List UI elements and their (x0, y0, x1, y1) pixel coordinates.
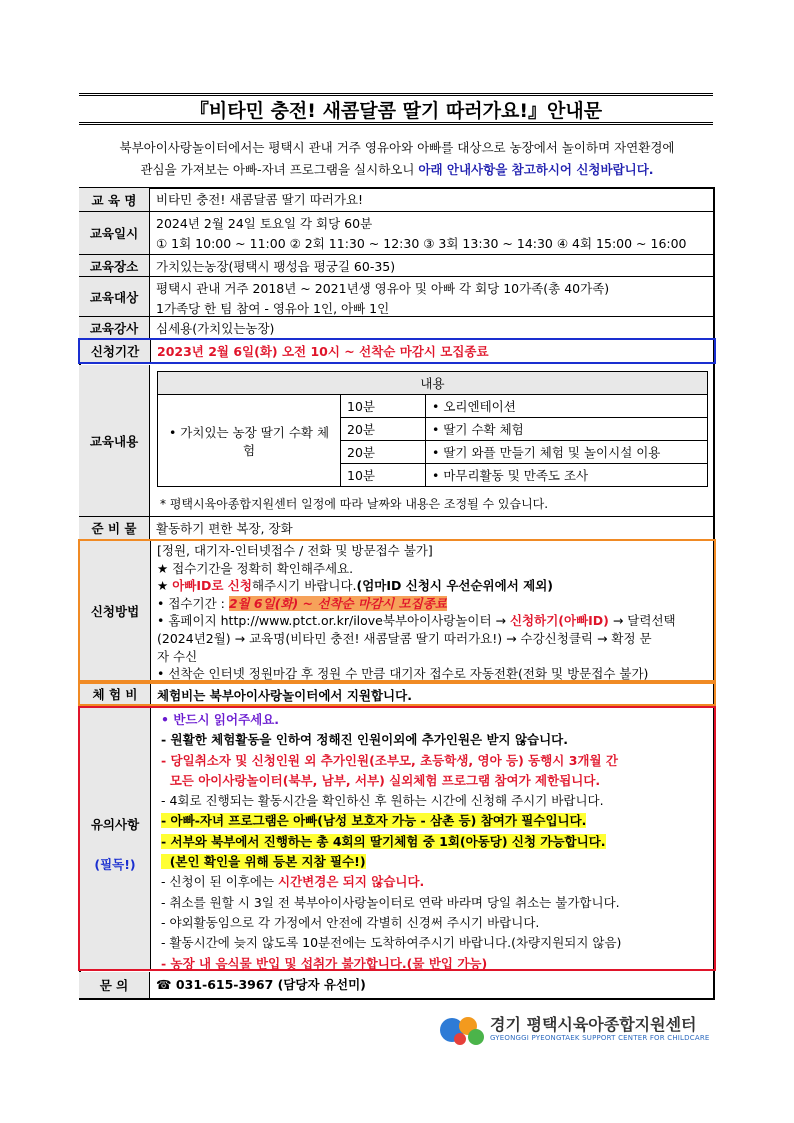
row-apply-method: 신청방법 [정원, 대기자-인터넷접수 / 전화 및 방문접수 불가] ★ 접수기간을 정확히 확인해주세요. ★ 아빠ID로 신청해주시기 바랍니다.(엄마ID 신청시 우선순위에서 제외) • 접수기간 : 2월 6일(화) ~ 선착순 마감시 모집종료 • 홈페이지 http://www.ptct.or.kr/ilove북부아이사랑놀이터 → 신청하기(아빠ID) → 달력선택 (2024년2월) → 교육명(비타민 충전! 새콤달콤 딸기 따러가요!) → 수강신청클릭 → 확정 문 자 수신 • 선착순 인터넷 정원마감 후 정원 수 만큼 대기자 접수로 자동전환(전화 및 방문접수 불가) (78, 539, 716, 682)
content-table: 내용 • 가치있는 농장 딸기 수확 체험 10분 • 오리엔테이션 20분 • 딸기 수확 체험 20분 • 딸기 와플 만들기 체험 및 놀이시설 이용 10분 • 마무리활동 및 만족도 조사 (157, 371, 708, 487)
row-edu-date: 교육일시 2024년 2월 24일 토요일 각 회당 60분 ① 1회 10:00 ~ 11:00 ② 2회 11:30 ~ 12:30 ③ 3회 13:30 ~ 14:30 ④ 4회 15:00 ~ 16:00 (79, 212, 715, 254)
row-edu-place: 교육장소 가치있는농장(평택시 팽성읍 평궁길 60-35) (79, 255, 715, 276)
row-notice: 유의사항 (필독!) • 반드시 읽어주세요. - 원활한 체험활동을 인하여 정해진 인원이외에 추가인원은 받지 않습니다. - 당일취소자 및 신청인원 외 추가인원(조부모, 초등학생, 영아 등) 동행시 3개월 간 모든 아이사랑놀이터(북부, 남부, 서부) 실외체험 프로그램 참여가 제한됩니다. - 4회로 진행되는 활동시간을 확인하신 후 원하는 시간에 신청해 주시기 바랍니다. - 아빠-자녀 프로그램은 아빠(남성 보호자 가능 - 삼촌 등) 참여가 필수입니다. - 서부와 북부에서 진행하는 총 4회의 딸기체험 중 1회(아동당) 신청 가능합니다. (본인 확인을 위해 등본 지참 필수!) - 신청이 된 이후에는 시간변경은 되지 않습니다. - 취소를 원할 시 3일 전 북부아이사랑놀이터로 연락 바라며 당일 취소는 불가합니다. - 야외활동임으로 각 가정에서 안전에 각별히 신경써 주시기 바랍니다. - 활동시간에 늦지 않도록 10분전에는 도착하여주시기 바랍니다.(차량지원되지 않음) - 농장 내 음식물 반입 및 섭취가 불가합니다.(물 반입 가능) (78, 706, 716, 971)
row-edu-teacher: 교육강사 심세용(가치있는농장) (79, 317, 715, 338)
row-apply-period: 신청기간 2023년 2월 6일(화) 오전 10시 ~ 선착순 마감시 모집종료 (78, 338, 716, 364)
row-contact: 문 의 ☎ 031-615-3967 (담당자 유선미) (79, 972, 715, 998)
row-experience-fee: 체 험 비 체험비는 북부아이사랑놀이터에서 지원합니다. (78, 682, 716, 706)
row-supplies: 준 비 물 활동하기 편한 복장, 장화 (79, 517, 715, 539)
logo-mark-icon (438, 1012, 486, 1048)
center-logo: 경기 평택시육아종합지원센터 GYEONGGI PYEONGTAEK SUPPORT CENTER FOR CHILDCARE (438, 1012, 718, 1050)
row-edu-content: 교육내용 (79, 365, 715, 517)
intro-text: 북부아이사랑놀이터에서는 평택시 관내 거주 영유아와 아빠를 대상으로 농장에서 놀이하며 자연환경에 관심을 가져보는 아빠-자녀 프로그램을 실시하오니 아래 안내사항을 참고하시어 신청바랍니다. (119, 140, 675, 177)
page-title: 『비타민 충전! 새콤달콤 딸기 따러가요!』안내문 (79, 93, 713, 125)
row-edu-target: 교육대상 평택시 관내 거주 2018년 ~ 2021년생 영유아 및 아빠 각 회당 10가족(총 40가족) 1가족당 한 팀 참여 - 영유아 1인, 아빠 1인 (79, 277, 715, 316)
content-note: * 평택시육아종합지원센터 일정에 따라 날짜와 내용은 조정될 수 있습니다. (160, 497, 549, 511)
row-edu-name: 교 육 명 비타민 충전! 새콤달콤 딸기 따러가요! (79, 188, 715, 211)
